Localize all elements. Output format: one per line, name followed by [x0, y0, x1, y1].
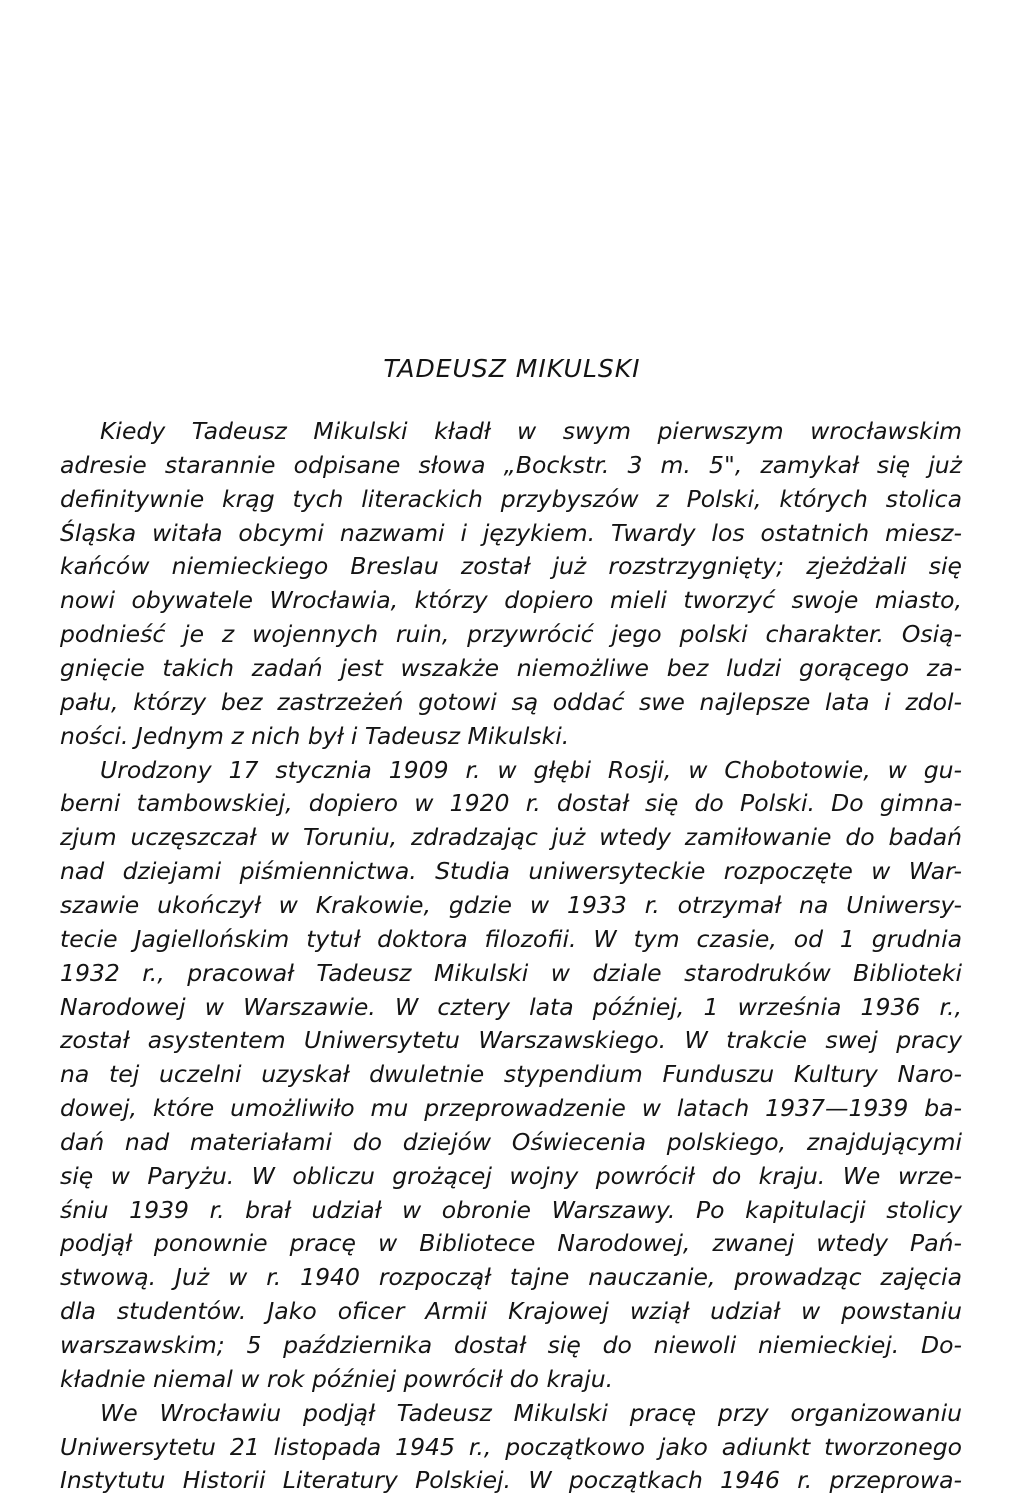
text-line: stwową. Już w r. 1940 rozpoczął tajne nauczanie, prowadząc zajęcia — [60, 1263, 962, 1292]
text-line: podnieść je z wojennych ruin, przywrócić jego polski charakter. Osią- — [60, 620, 962, 649]
text-line: ności. Jednym z nich był i Tadeusz Mikulski. — [60, 721, 570, 750]
text-line: dowej, które umożliwiło mu przeprowadzenie w latach 1937—1939 ba- — [60, 1094, 962, 1122]
text-line: się w Paryżu. W obliczu grożącej wojny powrócił do kraju. We wrze- — [60, 1161, 962, 1190]
text-line: podjął ponownie pracę w Bibliotece Narodowej, zwanej wtedy Pań- — [60, 1229, 962, 1258]
text-line: nad dziejami piśmiennictwa. Studia uniwersyteckie rozpoczęte w War- — [60, 857, 962, 885]
text-line: tecie Jagiellońskim tytuł doktora filozofii. W tym czasie, od 1 grudnia — [60, 924, 962, 953]
text-line: dla studentów. Jako oficer Armii Krajowej wziął udział w powstaniu — [60, 1297, 962, 1326]
text-line: kładnie niemal w rok później powrócił do kraju. — [60, 1364, 614, 1393]
text-line: definitywnie krąg tych literackich przybyszów z Polski, których stolica — [60, 484, 962, 513]
text-line: zjum uczęszczał w Toruniu, zdradzając już wtedy zamiłowanie do badań — [60, 823, 962, 852]
text-line: Urodzony 17 stycznia 1909 r. w głębi Rosji, w Chobotowie, w gu- — [100, 755, 962, 784]
text-line: śniu 1939 r. brał udział w obronie Warszawy. Po kapitulacji stolicy — [60, 1195, 962, 1224]
text-line: berni tambowskiej, dopiero w 1920 r. dostał się do Polski. Do gimna- — [60, 789, 962, 818]
text-line: został asystentem Uniwersytetu Warszawskiego. W trakcie swej pracy — [60, 1026, 962, 1055]
text-line: dań nad materiałami do dziejów Oświecenia polskiego, znajdującymi — [60, 1127, 962, 1156]
text-line: nowi obywatele Wrocławia, którzy dopiero mieli tworzyć swoje miasto, — [60, 586, 962, 615]
text-line: Instytutu Historii Literatury Polskiej. W początkach 1946 r. przeprowa- — [60, 1466, 962, 1495]
text-line: na tej uczelni uzyskał dwuletnie stypendium Funduszu Kultury Naro- — [60, 1060, 962, 1089]
text-line: 1932 r., pracował Tadeusz Mikulski w dziale starodruków Biblioteki — [60, 958, 962, 987]
text-line: Śląska witała obcymi nazwami i językiem. Twardy los ostatnich miesz- — [60, 518, 962, 547]
text-line: Uniwersytetu 21 listopada 1945 r., początkowo jako adiunkt tworzonego — [60, 1432, 962, 1461]
text-line: We Wrocławiu podjął Tadeusz Mikulski pracę przy organizowaniu — [100, 1398, 962, 1427]
text-line: Narodowej w Warszawie. W cztery lata później, 1 września 1936 r., — [60, 992, 962, 1021]
text-line: Kiedy Tadeusz Mikulski kładł w swym pierwszym wrocławskim — [100, 417, 962, 445]
text-line: gnięcie takich zadań jest wszakże niemożliwe bez ludzi gorącego za- — [60, 654, 962, 682]
text-line: warszawskim; 5 października dostał się do niewoli niemieckiej. Do- — [60, 1331, 962, 1359]
text-line: pału, którzy bez zastrzeżeń gotowi są oddać swe najlepsze lata i zdol- — [60, 687, 962, 716]
page-title: TADEUSZ MIKULSKI — [383, 354, 641, 383]
text-line: szawie ukończył w Krakowie, gdzie w 1933 r. otrzymał na Uniwersy- — [60, 890, 962, 919]
text-line: kańców niemieckiego Breslau został już rozstrzygnięty; zjeżdżali się — [60, 552, 962, 581]
text-line: adresie starannie odpisane słowa „Bockstr. 3 m. 5", zamykał się już — [60, 450, 962, 479]
